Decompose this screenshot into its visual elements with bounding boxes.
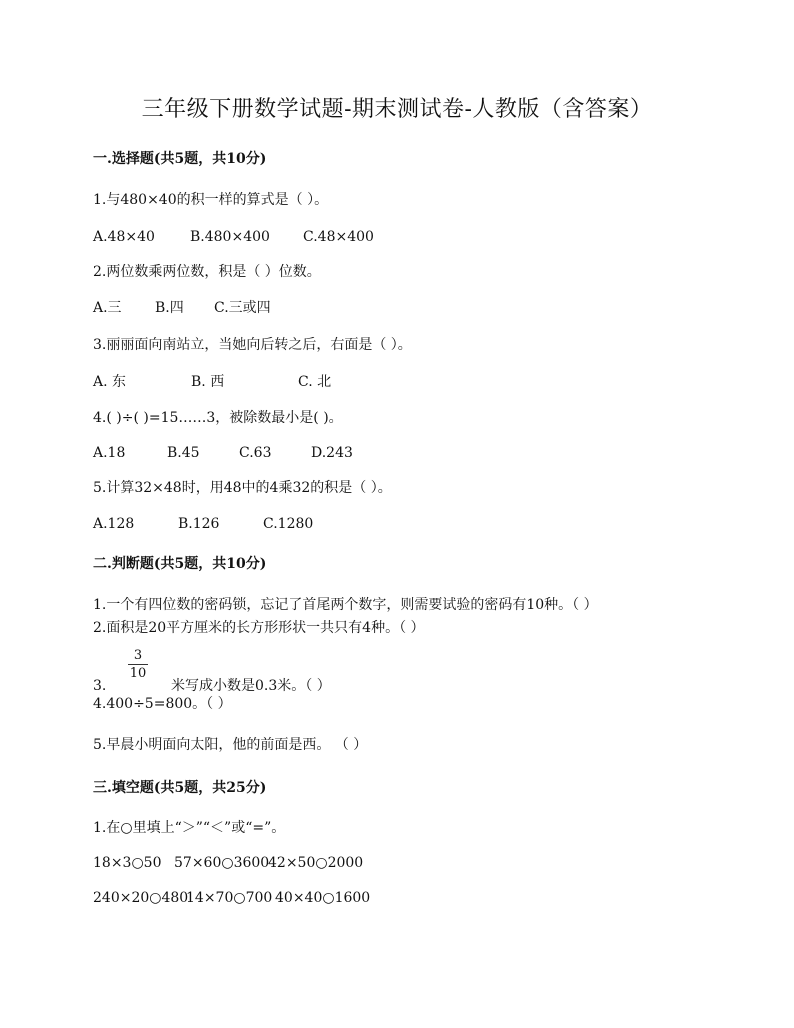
fraction-numerator: 3	[133, 648, 143, 663]
judgement-question: 米写成小数是0.3米。（ ）	[171, 678, 331, 694]
fraction	[128, 648, 148, 681]
option-a: A. 东	[93, 374, 127, 390]
section-heading-multiple-choice: 一.选择题(共5题，共10分)	[93, 151, 267, 167]
judgement-question: 4.400÷5=800。（ ）	[93, 696, 232, 712]
fraction-bar	[128, 664, 148, 665]
question-stem: 1.在○里填上“＞”“＜”或“=”。	[93, 820, 286, 836]
option-b: B.45	[167, 445, 200, 461]
answer-options	[93, 228, 374, 246]
comparison-item: 40×40○1600	[275, 890, 371, 906]
option-b: B.126	[178, 516, 220, 532]
option-b: B. 西	[191, 374, 225, 390]
option-a: A.三	[93, 300, 122, 316]
comparison-item: 18×3○50	[93, 855, 162, 871]
option-c: C.三或四	[214, 300, 271, 316]
section-heading-fill-in: 三.填空题(共5题，共25分)	[93, 780, 267, 796]
option-a: A.48×40	[93, 229, 155, 245]
fraction-denominator: 10	[129, 666, 147, 681]
option-c: C.63	[239, 445, 272, 461]
option-c: C.1280	[263, 516, 314, 532]
answer-options	[93, 299, 271, 317]
answer-options	[93, 444, 353, 462]
option-a: A.128	[93, 516, 135, 532]
option-c: C. 北	[298, 374, 332, 390]
judgement-question: 2.面积是20平方厘米的长方形形状一共只有4种。（ ）	[93, 620, 425, 636]
answer-options	[93, 373, 331, 391]
option-c: C.48×400	[303, 229, 374, 245]
judgement-question: 5.早晨小明面向太阳，他的前面是西。 （ ）	[93, 737, 368, 753]
question-stem: 5.计算32×48时，用48中的4乘32的积是（ ）。	[93, 480, 392, 496]
answer-options	[93, 515, 313, 533]
comparison-item: 14×70○700	[186, 890, 273, 906]
comparison-row	[93, 854, 363, 872]
question-stem: 4.( )÷( )=15……3，被除数最小是( )。	[93, 410, 343, 426]
option-b: B.四	[155, 300, 184, 316]
section-heading-true-false: 二.判断题(共5题，共10分)	[93, 556, 267, 572]
comparison-item: 57×60○3600	[174, 855, 270, 871]
comparison-row	[93, 889, 370, 907]
question-stem: 1.与480×40的积一样的算式是（ ）。	[93, 192, 329, 208]
question-stem: 3.丽丽面向南站立，当她向后转之后，右面是（ ）。	[93, 337, 412, 353]
option-a: A.18	[93, 445, 126, 461]
question-stem: 2.两位数乘两位数，积是（ ）位数。	[93, 264, 321, 280]
page-title: 三年级下册数学试题-期末测试卷-人教版（含答案）	[141, 97, 653, 122]
question-number: 3.	[93, 678, 107, 694]
judgement-question: 1.一个有四位数的密码锁，忘记了首尾两个数字，则需要试验的密码有10种。（ ）	[93, 597, 598, 613]
comparison-item: 240×20○480	[93, 890, 189, 906]
comparison-item: 42×50○2000	[268, 855, 364, 871]
option-b: B.480×400	[190, 229, 270, 245]
option-d: D.243	[311, 445, 353, 461]
